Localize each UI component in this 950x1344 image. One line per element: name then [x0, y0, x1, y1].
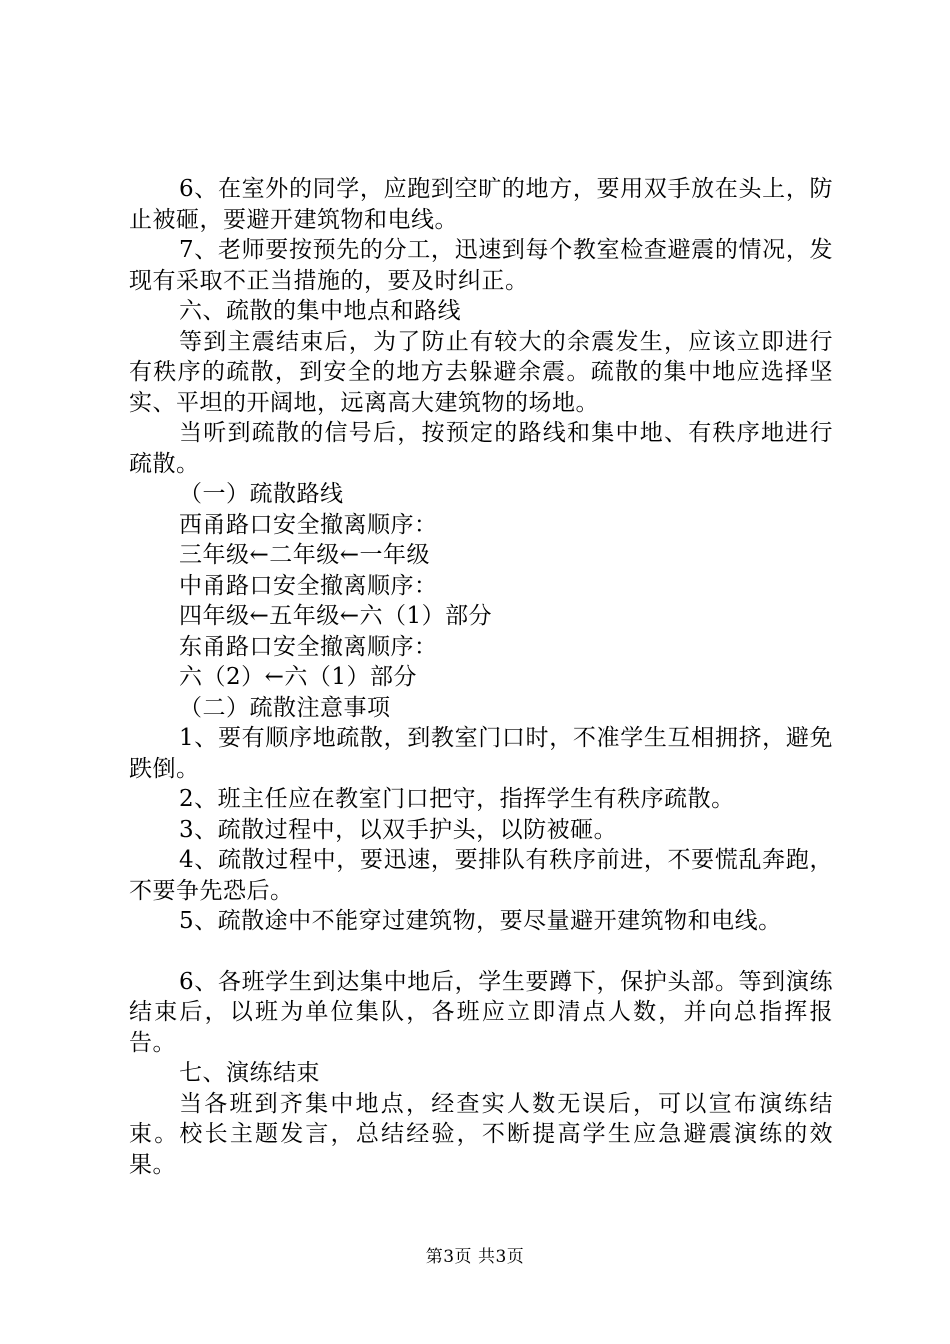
- document-body: [129, 174, 833, 1180]
- paragraph-drill-end: 当各班到齐集中地点，经查实人数无误后，可以宣布演练结束。校长主题发言，总结经验，不断提高学生应急避震演练的效果。: [129, 1090, 833, 1178]
- east-exit-heading: 东甬路口安全撤离顺序：: [179, 633, 438, 660]
- subheading-evacuation-route: （一）疏散路线: [179, 481, 344, 507]
- note-item-6: 6、各班学生到达集中地后，学生要蹲下，保护头部。等到演练结束后，以班为单位集队，各班应立即清点人数，并向总指挥报告。: [129, 968, 833, 1056]
- paragraph-evacuation-intro: 等到主震结束后，为了防止有较大的余震发生，应该立即进行有秩序的疏散，到安全的地方去躲避余震。疏散的集中地应选择坚实、平坦的开阔地，远离高大建筑物的场地。: [129, 328, 833, 416]
- page-footer: [0, 1242, 950, 1267]
- middle-exit-order: 四年级←五年级←六（1）部分: [179, 603, 493, 629]
- section-heading-6: 六、疏散的集中地点和路线: [179, 298, 461, 324]
- page-number-label: 第3页 共3页: [425, 1247, 525, 1267]
- paragraph-item-7: 7、老师要按预先的分工，迅速到每个教室检查避震的情况，发现有采取不正当措施的，要及时纠正。: [129, 237, 833, 294]
- west-exit-heading: 西甬路口安全撤离顺序：: [179, 511, 438, 538]
- east-exit-order: 六（2）←六（1）部分: [179, 664, 418, 690]
- note-item-5: 5、疏散途中不能穿过建筑物，要尽量避开建筑物和电线。: [179, 908, 782, 934]
- middle-exit-heading: 中甬路口安全撤离顺序：: [179, 572, 438, 599]
- section-heading-7: 七、演练结束: [179, 1060, 320, 1086]
- paragraph-item-6: 6、在室外的同学，应跑到空旷的地方，要用双手放在头上，防止被砸，要避开建筑物和电线。: [129, 176, 833, 233]
- note-item-3: 3、疏散过程中，以双手护头，以防被砸。: [179, 816, 618, 843]
- paragraph-gap: [129, 937, 833, 967]
- west-exit-order: 三年级←二年级←一年级: [179, 542, 431, 568]
- paragraph-evacuation-signal: 当听到疏散的信号后，按预定的路线和集中地、有秩序地进行疏散。: [129, 420, 833, 477]
- note-item-4: 4、疏散过程中，要迅速，要排队有秩序前进，不要慌乱奔跑，不要争先恐后。: [129, 847, 833, 904]
- note-item-1: 1、要有顺序地疏散，到教室门口时，不准学生互相拥挤，避免跌倒。: [129, 725, 833, 782]
- subheading-evacuation-notes: （二）疏散注意事项: [179, 694, 391, 721]
- note-item-2: 2、班主任应在教室门口把守，指挥学生有秩序疏散。: [179, 786, 735, 812]
